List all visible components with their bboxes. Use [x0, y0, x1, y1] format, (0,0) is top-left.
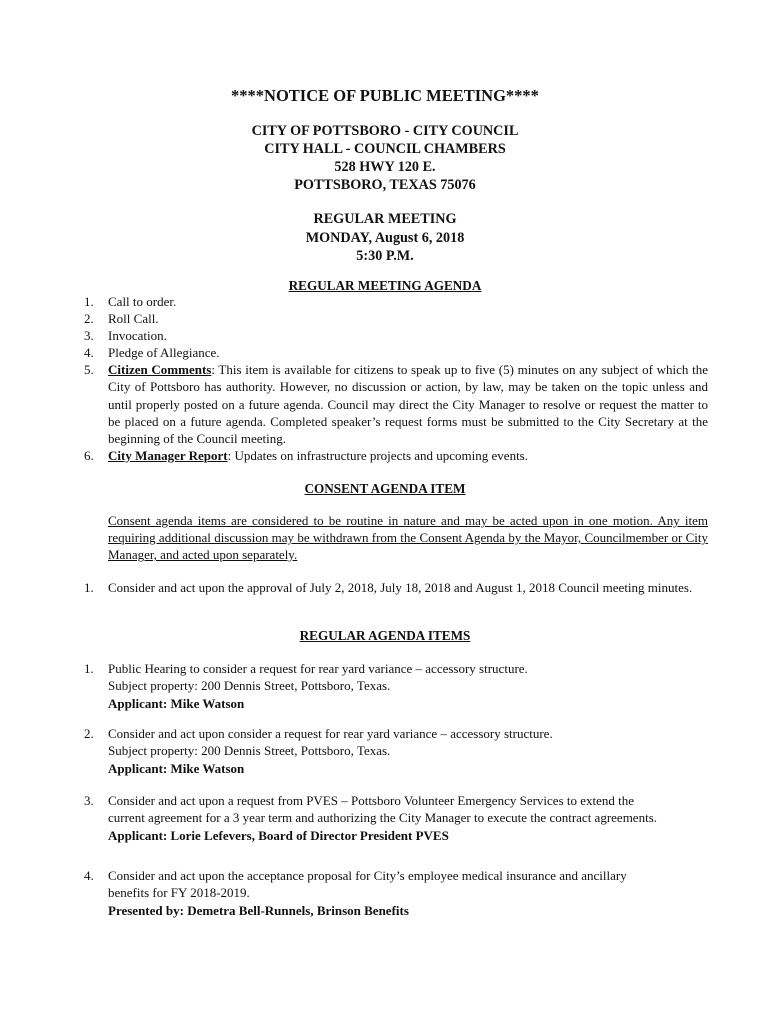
list-item: [84, 327, 708, 344]
consent-agenda-title: CONSENT AGENDA ITEM: [304, 481, 466, 496]
list-item: [84, 725, 708, 777]
item-line: Subject property: 200 Dennis Street, Pottsboro, Texas.: [108, 678, 391, 694]
item-line: Public Hearing to consider a request for rear yard variance – accessory structure.: [108, 661, 528, 676]
item-number: 3.: [84, 793, 94, 808]
city-manager-report-label: City Manager Report: [108, 447, 228, 463]
item-line: Consider and act upon consider a request for rear yard variance – accessory structure.: [108, 726, 553, 741]
item-number: 4.: [84, 868, 94, 883]
item-line: Consider and act upon a request from PVES – Pottsboro Volunteer Emergency Services to extend the: [108, 793, 635, 808]
item-number: 3.: [84, 328, 94, 344]
item-number: 4.: [84, 345, 94, 361]
item-text: Call to order.: [108, 294, 177, 309]
item-number: 2.: [84, 726, 94, 741]
regular-agenda-item: [84, 725, 708, 777]
item-number: 1.: [84, 294, 94, 309]
meeting-time: 5:30 P.M.: [356, 248, 414, 264]
list-item-city-manager-report: [84, 447, 708, 464]
item-number: 1.: [84, 661, 94, 676]
org-line-council: CITY OF POTTSBORO - CITY COUNCIL: [251, 123, 519, 139]
list-item: [84, 579, 708, 596]
list-item: [84, 660, 708, 712]
item-line: benefits for FY 2018-2019.: [108, 885, 250, 901]
org-line-city: POTTSBORO, TEXAS 75076: [294, 177, 476, 193]
notice-title: ****NOTICE OF PUBLIC MEETING****: [231, 86, 539, 105]
list-item: [84, 293, 708, 310]
regular-meeting-agenda-title: REGULAR MEETING AGENDA: [288, 278, 482, 293]
consent-item: [84, 579, 708, 596]
item-text: : Updates on infrastructure projects and upcoming events.: [227, 447, 528, 463]
regular-agenda-item: [84, 792, 708, 844]
list-item: [84, 792, 708, 844]
item-line: current agreement for a 3 year term and authorizing the City Manager to execute the contract agreements.: [108, 810, 658, 826]
item-line: Subject property: 200 Dennis Street, Pottsboro, Texas.: [108, 743, 391, 759]
item-text: Roll Call.: [108, 311, 159, 327]
meeting-date: MONDAY, August 6, 2018: [305, 230, 465, 246]
citizen-comments-label: Citizen Comments: [108, 362, 212, 378]
meeting-type: REGULAR MEETING: [313, 211, 457, 227]
list-item: [84, 867, 708, 919]
list-item: [84, 310, 708, 327]
regular-agenda-items-title: REGULAR AGENDA ITEMS: [299, 628, 471, 643]
org-line-chambers: CITY HALL - COUNCIL CHAMBERS: [264, 141, 506, 157]
item-text: Pledge of Allegiance.: [108, 345, 220, 361]
regular-agenda-item: [84, 867, 708, 919]
consent-agenda-intro: Consent agenda items are considered to be routine in nature and may be acted upon in one motion. Any item requiring additional discussion may be withdrawn from the Consent Agenda by the Mayor, Councilmember or City Manager, and acted upon separately.: [108, 513, 708, 563]
item-text: : This item is available for citizens to speak up to five (5) minutes on any subject of which the City of Pottsboro has authority. However, no discussion or action, by law, may be taken on the topic unless and until properly posted on a future agenda. Council may direct the City Manager to resolve or request the matter to be placed on a future agenda. Completed speaker’s request forms must be submitted to the City Secretary at the beginning of the Council meeting.: [108, 362, 708, 446]
list-item-citizen-comments: [84, 361, 708, 446]
item-line: Consider and act upon the acceptance proposal for City’s employee medical insurance and ancillary: [108, 868, 627, 883]
item-number: 6.: [84, 447, 94, 463]
item-applicant: Presented by: Demetra Bell-Runnels, Brinson Benefits: [108, 902, 409, 918]
item-number: 5.: [84, 362, 94, 378]
item-applicant: Applicant: Mike Watson: [108, 695, 245, 711]
org-line-address: 528 HWY 120 E.: [334, 159, 436, 175]
list-item: [84, 344, 708, 361]
regular-meeting-agenda-list: [84, 293, 708, 464]
item-applicant: Applicant: Lorie Lefevers, Board of Director President PVES: [108, 827, 449, 843]
item-text: Invocation.: [108, 328, 167, 344]
item-text: Consider and act upon the approval of July 2, 2018, July 18, 2018 and August 1, 2018 Council meeting minutes.: [108, 580, 693, 595]
regular-agenda-item: [84, 660, 708, 712]
item-number: 2.: [84, 311, 94, 327]
item-number: 1.: [84, 580, 94, 595]
item-applicant: Applicant: Mike Watson: [108, 760, 245, 776]
